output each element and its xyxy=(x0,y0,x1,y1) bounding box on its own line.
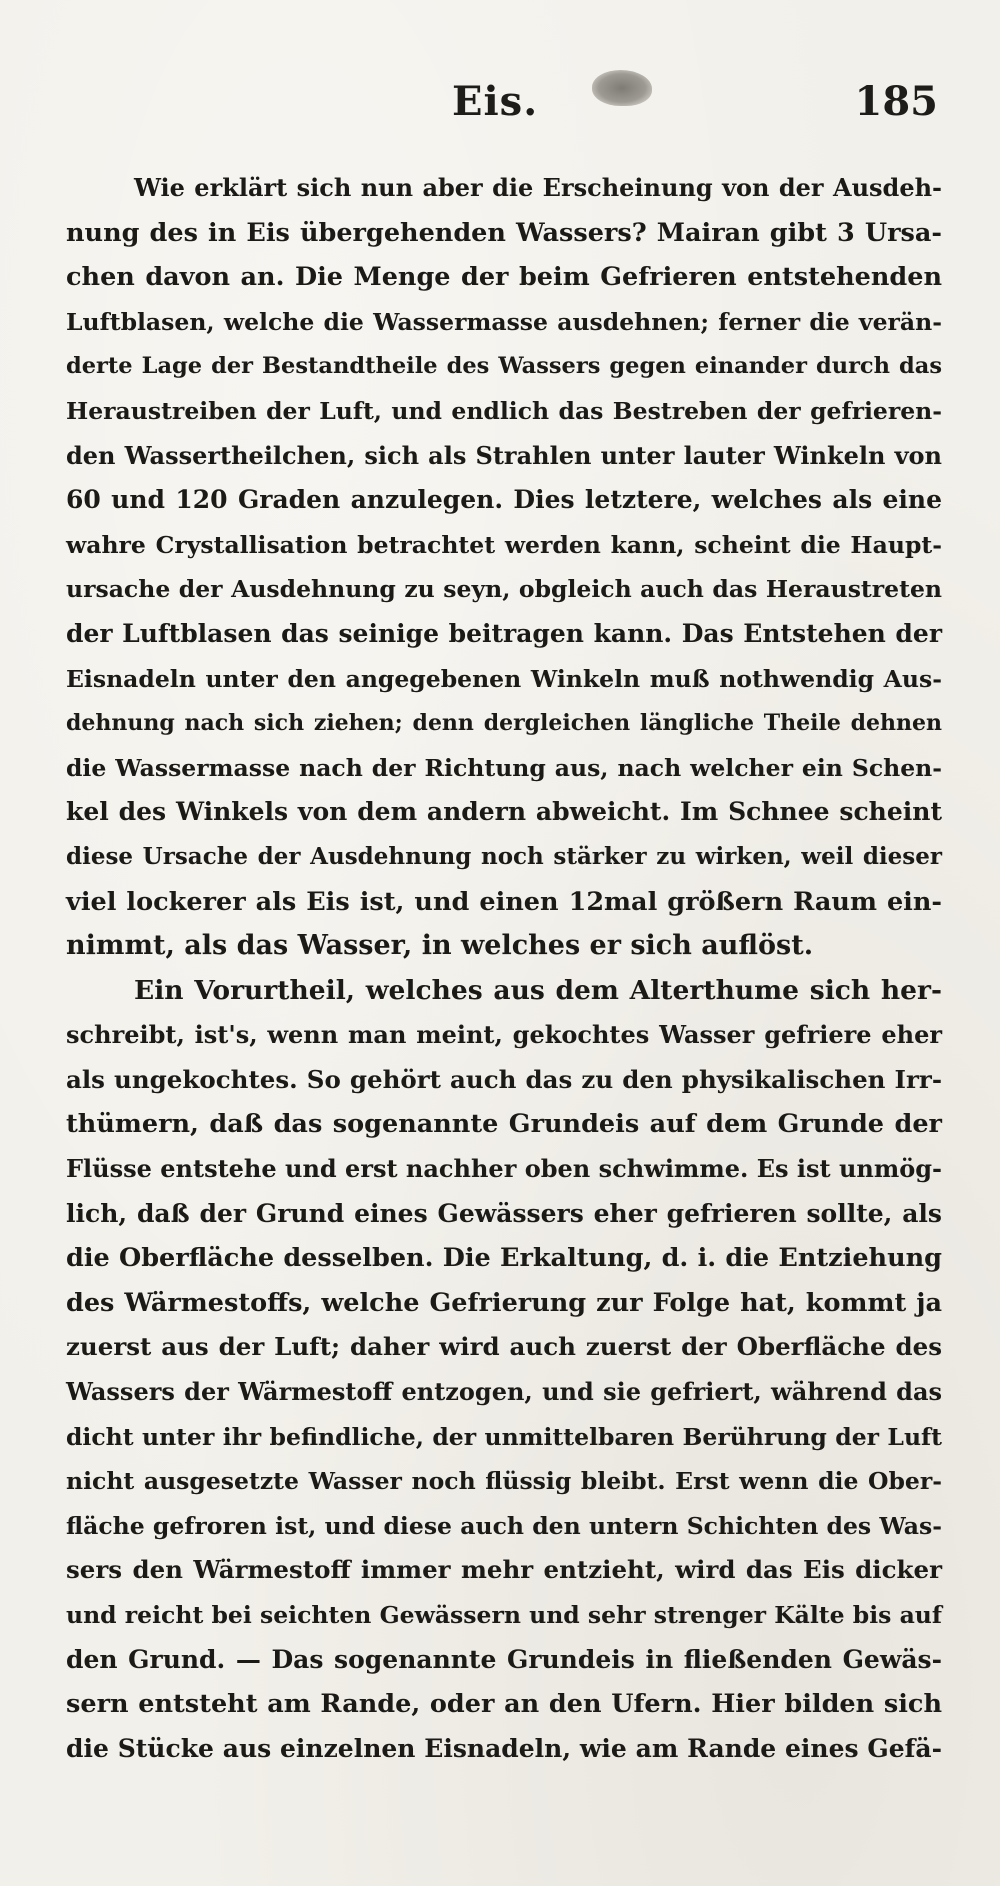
text-line: die Wassermasse nach der Richtung aus, nach welcher ein Schen- xyxy=(66,753,942,782)
running-title: Eis. xyxy=(452,78,539,125)
body-text xyxy=(66,166,942,1771)
page-header xyxy=(0,78,1000,138)
text-line: nicht ausgesetzte Wasser noch flüssig bleibt. Erst wenn die Ober- xyxy=(66,1467,942,1496)
text-line: sers den Wärmestoff immer mehr entzieht, wird das Eis dicker xyxy=(66,1555,942,1585)
text-line: die Oberfläche desselben. Die Erkaltung, d. i. die Entziehung xyxy=(66,1243,942,1274)
text-line: Ein Vorurtheil, welches aus dem Alterthume sich her- xyxy=(134,974,942,1006)
text-line: zuerst aus der Luft; daher wird auch zuerst der Oberfläche des xyxy=(66,1332,942,1362)
text-line: der Luftblasen das seinige beitragen kann. Das Entstehen der xyxy=(66,618,942,648)
text-line: 60 und 120 Graden anzulegen. Dies letztere, welches als eine xyxy=(66,485,942,515)
page-number: 185 xyxy=(854,78,938,125)
text-line: Wie erklärt sich nun aber die Erscheinung von der Ausdeh- xyxy=(134,173,942,202)
text-line: ursache der Ausdehnung zu seyn, obgleich auch das Heraustreten xyxy=(66,575,942,604)
text-line: nimmt, als das Wasser, in welches er sich auflöst. xyxy=(66,930,814,962)
text-line: schreibt, ist's, wenn man meint, gekochtes Wasser gefriere eher xyxy=(66,1020,942,1050)
text-line: fläche gefroren ist, und diese auch den untern Schichten des Was- xyxy=(66,1511,942,1540)
text-line: dehnung nach sich ziehen; denn dergleichen längliche Theile dehnen xyxy=(66,710,942,737)
text-line: nung des in Eis übergehenden Wassers? Mairan gibt 3 Ursa- xyxy=(66,217,942,248)
text-line: Flüsse entstehe und erst nachher oben schwimme. Es ist unmög- xyxy=(66,1154,942,1184)
text-line: Heraustreiben der Luft, und endlich das Bestreben der gefrieren- xyxy=(66,396,942,425)
text-line: die Stücke aus einzelnen Eisnadeln, wie am Rande eines Gefä- xyxy=(66,1733,942,1763)
text-line: des Wärmestoffs, welche Gefrierung zur Folge hat, kommt ja xyxy=(66,1287,942,1318)
text-line: und reicht bei seichten Gewässern und sehr strenger Kälte bis auf xyxy=(66,1601,942,1629)
text-line: Wassers der Wärmestoff entzogen, und sie gefriert, während das xyxy=(66,1377,942,1407)
text-line: diese Ursache der Ausdehnung noch stärker zu wirken, weil dieser xyxy=(66,842,942,870)
text-line: den Grund. — Das sogenannte Grundeis in fließenden Gewäs- xyxy=(66,1644,942,1674)
text-line: dicht unter ihr befindliche, der unmittelbaren Berührung der Luft xyxy=(66,1422,942,1451)
text-line: Luftblasen, welche die Wassermasse ausdehnen; ferner die verän- xyxy=(66,307,942,336)
text-line: Eisnadeln unter den angegebenen Winkeln muß nothwendig Aus- xyxy=(66,664,942,693)
text-line: kel des Winkels von dem andern abweicht. Im Schnee scheint xyxy=(66,797,942,827)
text-line: viel lockerer als Eis ist, und einen 12mal größern Raum ein- xyxy=(66,886,942,917)
paragraph-2 xyxy=(66,969,942,1772)
text-line: lich, daß der Grund eines Gewässers eher gefrieren sollte, als xyxy=(66,1198,942,1228)
text-line: den Wassertheilchen, sich als Strahlen unter lauter Winkeln von xyxy=(66,440,942,470)
text-line: thümern, daß das sogenannte Grundeis auf dem Grunde der xyxy=(66,1109,942,1140)
text-line: als ungekochtes. So gehört auch das zu den physikalischen Irr- xyxy=(66,1064,942,1094)
ink-blot-stain xyxy=(592,70,652,106)
text-line: chen davon an. Die Menge der beim Gefrieren entstehenden xyxy=(66,262,942,293)
text-line: sern entsteht am Rande, oder an den Ufern. Hier bilden sich xyxy=(66,1689,942,1720)
paragraph-1 xyxy=(66,166,942,969)
text-line: wahre Crystallisation betrachtet werden kann, scheint die Haupt- xyxy=(66,530,942,559)
text-line: derte Lage der Bestandtheile des Wassers gegen einander durch das xyxy=(66,353,942,380)
